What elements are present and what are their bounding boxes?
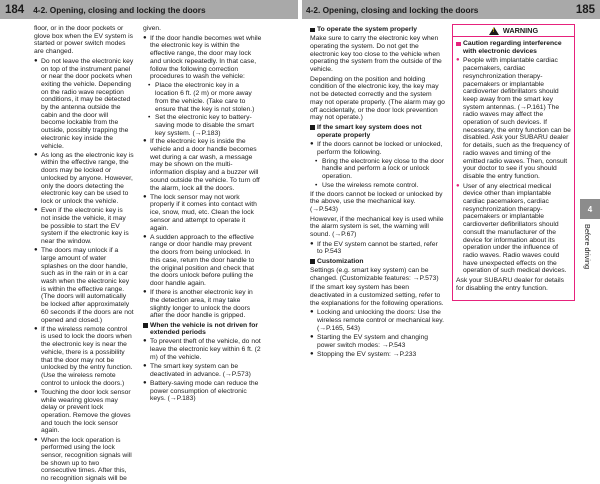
warning-header xyxy=(453,25,574,37)
col1-bullet: ● Do not leave the electronic key on top of the instrument panel or near the door pockets when exiting the vehicle. Depending on the radio wave reception conditions, it may be detected by the antenna outside the cabin and the door will become lockable from the outside, possibly trapping the electronic key inside the vehicle. xyxy=(34,58,134,150)
right-page-header xyxy=(302,0,600,19)
warning-body xyxy=(453,37,574,300)
left-page-number: 184 xyxy=(5,3,25,16)
col1-bullet: ● Touching the door lock sensor while wearing gloves may delay or prevent lock operation. Remove the gloves and touch the lock sensor again. xyxy=(34,389,134,435)
col3-bullet: ● Starting the EV system and changing power switch modes: →P.543 xyxy=(310,334,445,349)
col2-intro: given. xyxy=(143,25,162,32)
col3-sub-item: • Bring the electronic key close to the door handle and perform a lock or unlock operation. xyxy=(310,158,445,181)
col2-bullet: ● A sudden approach to the effective range or door handle may prevent the doors from being unlocked. In this case, return the door handle to the original position and check that the doors unlock before pulling the door handle again. xyxy=(143,234,262,288)
col2-bullet: ● The lock sensor may not work properly if it comes into contact with ice, snow, mud, etc. Clean the lock sensor and attempt to operate it again. xyxy=(143,194,262,233)
left-section-title: 4-2. Opening, closing and locking the doors xyxy=(33,4,206,15)
warning-item: ● User of any electrical medical device other than implantable cardiac pacemakers, cardiac resynchronization therapy-pacemakers or implantable cardioverter defibrillators should consult the manufacturer of the device for information about its operation under the influence of radio waves. Radio waves could have unexpected effects on the operation of such medical devices. xyxy=(456,183,571,275)
right-page-number: 185 xyxy=(575,3,595,16)
col2-bullet: ● If the door handle becomes wet while the electronic key is within the effective range, the door may lock and unlock repeatedly. In that case, follow the following correction procedures to wash the vehicle: xyxy=(143,35,262,81)
left-page-header xyxy=(0,0,298,19)
left-column-2 xyxy=(143,25,262,405)
col2-sub-item: • Set the electronic key to battery-saving mode to disable the smart key system. (→P.183) xyxy=(143,114,262,137)
warning-heading: Caution regarding interference with electronic devices xyxy=(456,40,571,55)
warning-box xyxy=(452,24,575,301)
col2-bullet: ● The smart key system can be deactivated in advance. (→P.573) xyxy=(143,363,262,378)
col3-paragraph: Depending on the position and holding condition of the electronic key, the key may not be detected correctly and the system may not operate properly. (The alarm may go off accidentally, or the door lock prevention may not operate.) xyxy=(310,75,445,122)
col1-bullet: ● As long as the electronic key is within the effective range, the doors may be locked or unlocked by anyone. However, only the doors detecting the electronic key can be used to lock or unlock the vehicle. xyxy=(34,152,134,206)
warning-item: ● People with implantable cardiac pacemakers, cardiac resynchronization therapy-pacemakers or implantable cardioverter defibrillators should keep away from the smart key system antennas. (→P.161) The radio waves may affect the operation of such devices. If necessary, the entry function can be disabled. Ask your SUBARU dealer for details, such as the frequency of radio waves and timing of the emitted radio waves. Then, consult your doctor to see if you should disable the entry function. xyxy=(456,57,571,180)
left-column-1 xyxy=(34,25,134,484)
col1-bullet: ● When the lock operation is performed using the lock sensor, recognition signals will be shown up to two consecutive times. After this, no recognition signals will be xyxy=(34,437,134,483)
col2-bullet: ● If there is another electronic key in the detection area, it may take slightly longer to unlock the doors after the door handle is gripped. xyxy=(143,289,262,320)
col2-heading: When the vehicle is not driven for extended periods xyxy=(143,322,262,337)
col3-paragraph: Settings (e.g. smart key system) can be changed. (Customizable features: →P.573) xyxy=(310,266,439,282)
col3-heading-malfunction: If the smart key system does not operate properly xyxy=(310,124,445,139)
col3-heading-operate: To operate the system properly xyxy=(310,26,445,34)
col1-bullet: ● If the wireless remote control is used to lock the doors when the electronic key is near the vehicle, there is a possibility that the door may not be unlocked by the entry function. (Use the wireless remote control to unlock the doors.) xyxy=(34,326,134,388)
col3-paragraph: If the smart key system has been deactivated in a customized setting, refer to the explanations for the following operations. xyxy=(310,284,444,307)
col1-bullet: ● Even if the electronic key is not inside the vehicle, it may be possible to start the EV system if the electronic key is near the window. xyxy=(34,207,134,246)
col1-bullet: ● The doors may unlock if a large amount of water splashes on the door handle, such as in the rain or in a car wash when the electronic key is within the effective range. (The doors will automatically be locked after approximately 60 seconds if the doors are not opened and closed.) xyxy=(34,247,134,324)
warning-footer: Ask your SUBARU dealer for details for disabling the entry function. xyxy=(456,277,565,292)
col2-bullet: ● If the electronic key is inside the vehicle and a door handle becomes wet during a car wash, a message may be shown on the multi-information display and a buzzer will sound outside the vehicle. To turn off the alarm, lock all the doors. xyxy=(143,138,262,192)
col2-sub-item: • Place the electronic key in a location 6 ft. (2 m) or more away from the vehicle. (Take care to ensure that the key is not stolen.) xyxy=(143,82,262,113)
col3-paragraph: However, if the mechanical key is used while the alarm system is set, the warning will sound. (→P.67) xyxy=(310,215,444,239)
warning-triangle-icon xyxy=(489,27,499,35)
col3-bullet: ● Stopping the EV system: →P.233 xyxy=(310,351,445,359)
col3-sub-item: • Use the wireless remote control. xyxy=(310,182,445,190)
col2-bullet: ● To prevent theft of the vehicle, do not leave the electronic key within 6 ft. (2 m) of the vehicle. xyxy=(143,338,262,361)
warning-title: WARNING xyxy=(502,26,539,35)
right-column-1 xyxy=(310,25,445,360)
col1-intro: floor, or in the door pockets or glove box when the EV system is started or power switch modes are changed. xyxy=(34,25,134,56)
col3-bullet: ● If the doors cannot be locked or unlocked, perform the following. xyxy=(310,141,445,156)
col3-bullet: ● Locking and unlocking the doors: Use the wireless remote control or mechanical key. (→P.165, 543) xyxy=(310,309,445,332)
col3-heading-customization: Customization xyxy=(310,258,445,266)
chapter-label: Before driving xyxy=(583,224,592,270)
col2-bullet: ● Battery-saving mode can reduce the power consumption of electronic keys. (→P.183) xyxy=(143,380,262,403)
col3-paragraph: Make sure to carry the electronic key when operating the system. Do not get the electronic key too close to the vehicle when operating the system from the outside of the vehicle. xyxy=(310,35,442,74)
col3-paragraph: If the doors cannot be locked or unlocked by the above, use the mechanical key. (→P.543) xyxy=(310,190,443,213)
chapter-tab: 4 xyxy=(580,199,600,219)
right-section-title: 4-2. Opening, closing and locking the doors xyxy=(306,4,479,15)
col3-bullet: ● If the EV system cannot be started, refer to P.543 xyxy=(310,241,445,256)
